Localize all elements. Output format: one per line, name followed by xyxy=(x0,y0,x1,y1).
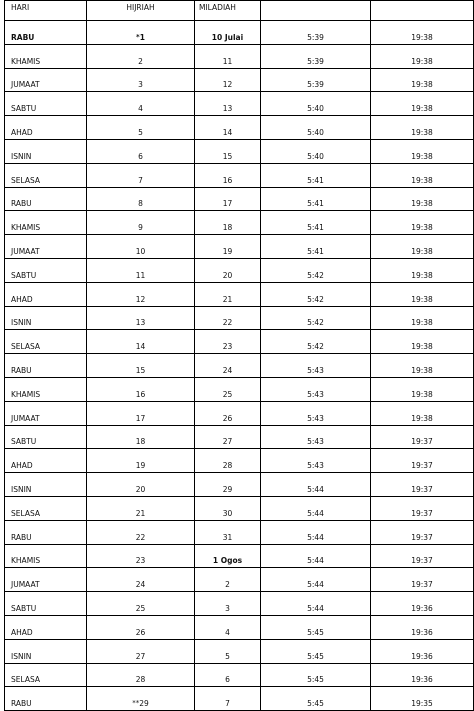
table-row xyxy=(5,139,474,163)
table-row xyxy=(5,354,474,378)
cell-miladiah: 13 xyxy=(195,92,261,116)
cell-imsak-time: 5:45 xyxy=(261,687,371,711)
cell-miladiah: 2 xyxy=(195,568,261,592)
table-row xyxy=(5,377,474,401)
cell-imsak-time: 5:45 xyxy=(261,663,371,687)
table-row xyxy=(5,235,474,259)
cell-hijriah xyxy=(87,163,195,187)
cell-imsak-time: 5:44 xyxy=(261,592,371,616)
cell-hijriah xyxy=(87,496,195,520)
cell-miladiah: 31 xyxy=(195,520,261,544)
header-miladiah: MILADIAH xyxy=(195,1,261,21)
cell-maghrib-time: 19:38 xyxy=(371,187,474,211)
cell-miladiah: 23 xyxy=(195,330,261,354)
cell-imsak-time: 5:39 xyxy=(261,21,371,45)
cell-maghrib-time: 19:37 xyxy=(371,568,474,592)
table-row xyxy=(5,211,474,235)
cell-hijriah xyxy=(87,282,195,306)
cell-hari: ISNIN xyxy=(5,306,87,330)
schedule-body xyxy=(5,21,474,711)
hijriah-value: 28 xyxy=(135,675,146,685)
cell-hijriah xyxy=(87,663,195,687)
cell-maghrib-time: 19:38 xyxy=(371,401,474,425)
cell-hijriah xyxy=(87,449,195,473)
cell-hari: AHAD xyxy=(5,615,87,639)
header-row xyxy=(5,1,474,21)
cell-imsak-time: 5:44 xyxy=(261,496,371,520)
cell-imsak-time: 5:41 xyxy=(261,187,371,211)
cell-maghrib-time: 19:38 xyxy=(371,139,474,163)
cell-hijriah xyxy=(87,544,195,568)
cell-maghrib-time: 19:36 xyxy=(371,592,474,616)
cell-miladiah: 1 Ogos xyxy=(195,544,261,568)
cell-hijriah xyxy=(87,187,195,211)
cell-miladiah: 22 xyxy=(195,306,261,330)
cell-maghrib-time: 19:36 xyxy=(371,639,474,663)
cell-imsak-time: 5:43 xyxy=(261,401,371,425)
footnote-mark: * xyxy=(136,32,140,41)
table-row xyxy=(5,425,474,449)
cell-hijriah xyxy=(87,139,195,163)
cell-hari: RABU xyxy=(5,354,87,378)
hijriah-value: 8 xyxy=(138,199,143,209)
hijriah-value: 18 xyxy=(135,437,146,447)
hijriah-value: 2 xyxy=(138,56,143,66)
cell-maghrib-time: 19:38 xyxy=(371,282,474,306)
table-row xyxy=(5,520,474,544)
schedule-table xyxy=(4,0,474,711)
hijriah-value: 19 xyxy=(135,461,146,471)
cell-hijriah xyxy=(87,44,195,68)
cell-miladiah: 5 xyxy=(195,639,261,663)
cell-hijriah xyxy=(87,401,195,425)
cell-hari: ISNIN xyxy=(5,473,87,497)
cell-hari: JUMAAT xyxy=(5,568,87,592)
hijriah-value: 5 xyxy=(138,127,143,137)
table-row xyxy=(5,330,474,354)
cell-maghrib-time: 19:38 xyxy=(371,92,474,116)
cell-maghrib-time: 19:36 xyxy=(371,663,474,687)
cell-hari: RABU xyxy=(5,520,87,544)
cell-imsak-time: 5:43 xyxy=(261,377,371,401)
header-hijriah: HIJRIAH xyxy=(87,1,195,21)
cell-imsak-time: 5:42 xyxy=(261,258,371,282)
cell-imsak-time: 5:42 xyxy=(261,282,371,306)
cell-hijriah xyxy=(87,592,195,616)
cell-hari: KHAMIS xyxy=(5,211,87,235)
cell-imsak-time: 5:41 xyxy=(261,235,371,259)
cell-hari: JUMAAT xyxy=(5,235,87,259)
cell-imsak-time: 5:44 xyxy=(261,568,371,592)
hijriah-value: 12 xyxy=(135,294,146,304)
cell-maghrib-time: 19:38 xyxy=(371,354,474,378)
table-row xyxy=(5,663,474,687)
hijriah-value: 10 xyxy=(135,246,146,256)
cell-hari: SABTU xyxy=(5,258,87,282)
hijriah-value: 26 xyxy=(135,627,146,637)
cell-maghrib-time: 19:36 xyxy=(371,615,474,639)
cell-maghrib-time: 19:38 xyxy=(371,21,474,45)
table-row xyxy=(5,615,474,639)
cell-maghrib-time: 19:38 xyxy=(371,163,474,187)
cell-hari: SABTU xyxy=(5,92,87,116)
cell-hijriah xyxy=(87,425,195,449)
cell-maghrib-time: 19:35 xyxy=(371,687,474,711)
cell-imsak-time: 5:41 xyxy=(261,211,371,235)
cell-hijriah xyxy=(87,615,195,639)
cell-miladiah: 14 xyxy=(195,116,261,140)
cell-maghrib-time: 19:38 xyxy=(371,44,474,68)
hijriah-value: 11 xyxy=(135,270,146,280)
header-imsak xyxy=(261,1,371,21)
cell-hari: SABTU xyxy=(5,425,87,449)
cell-hari: RABU xyxy=(5,21,87,45)
table-row xyxy=(5,306,474,330)
hijriah-value: 23 xyxy=(135,556,146,566)
cell-maghrib-time: 19:38 xyxy=(371,68,474,92)
cell-maghrib-time: 19:37 xyxy=(371,496,474,520)
cell-maghrib-time: 19:38 xyxy=(371,306,474,330)
cell-hari: ISNIN xyxy=(5,139,87,163)
cell-hijriah xyxy=(87,68,195,92)
table-row xyxy=(5,187,474,211)
cell-hijriah xyxy=(87,687,195,711)
cell-maghrib-time: 19:37 xyxy=(371,473,474,497)
cell-hari: RABU xyxy=(5,187,87,211)
cell-miladiah: 21 xyxy=(195,282,261,306)
table-row xyxy=(5,44,474,68)
cell-hari: JUMAAT xyxy=(5,68,87,92)
table-row xyxy=(5,116,474,140)
cell-miladiah: 11 xyxy=(195,44,261,68)
cell-miladiah: 24 xyxy=(195,354,261,378)
cell-hijriah xyxy=(87,211,195,235)
cell-miladiah: 15 xyxy=(195,139,261,163)
hijriah-value: 13 xyxy=(135,318,146,328)
cell-imsak-time: 5:41 xyxy=(261,163,371,187)
cell-hijriah xyxy=(87,116,195,140)
hijriah-value: 20 xyxy=(135,484,146,494)
cell-hijriah xyxy=(87,520,195,544)
cell-hari: ISNIN xyxy=(5,639,87,663)
cell-miladiah: 19 xyxy=(195,235,261,259)
cell-imsak-time: 5:43 xyxy=(261,425,371,449)
cell-imsak-time: 5:44 xyxy=(261,473,371,497)
cell-imsak-time: 5:43 xyxy=(261,354,371,378)
cell-hari: SELASA xyxy=(5,496,87,520)
cell-imsak-time: 5:44 xyxy=(261,544,371,568)
cell-miladiah: 26 xyxy=(195,401,261,425)
cell-hijriah xyxy=(87,235,195,259)
cell-hijriah xyxy=(87,258,195,282)
header-hari: HARI xyxy=(5,1,87,21)
cell-hijriah xyxy=(87,330,195,354)
cell-hijriah xyxy=(87,639,195,663)
cell-miladiah: 16 xyxy=(195,163,261,187)
cell-imsak-time: 5:45 xyxy=(261,639,371,663)
cell-miladiah: 12 xyxy=(195,68,261,92)
hijriah-value: 25 xyxy=(135,603,146,613)
cell-hari: AHAD xyxy=(5,116,87,140)
cell-miladiah: 30 xyxy=(195,496,261,520)
cell-maghrib-time: 19:37 xyxy=(371,449,474,473)
cell-maghrib-time: 19:38 xyxy=(371,377,474,401)
cell-imsak-time: 5:44 xyxy=(261,520,371,544)
hijriah-value: 27 xyxy=(135,651,146,661)
cell-hari: KHAMIS xyxy=(5,544,87,568)
table-row xyxy=(5,401,474,425)
cell-imsak-time: 5:45 xyxy=(261,615,371,639)
cell-hari: SELASA xyxy=(5,163,87,187)
cell-miladiah: 6 xyxy=(195,663,261,687)
cell-hari: SABTU xyxy=(5,592,87,616)
cell-maghrib-time: 19:37 xyxy=(371,544,474,568)
table-row xyxy=(5,639,474,663)
cell-hijriah xyxy=(87,568,195,592)
cell-hari: SELASA xyxy=(5,330,87,354)
cell-hijriah xyxy=(87,306,195,330)
cell-miladiah: 28 xyxy=(195,449,261,473)
table-row xyxy=(5,21,474,45)
cell-imsak-time: 5:39 xyxy=(261,68,371,92)
cell-miladiah: 10 Julai xyxy=(195,21,261,45)
table-row xyxy=(5,592,474,616)
table-row xyxy=(5,282,474,306)
table-row xyxy=(5,68,474,92)
hijriah-value: 29 xyxy=(139,699,149,709)
hijriah-value: 1 xyxy=(139,32,145,42)
hijriah-value: 24 xyxy=(135,580,146,590)
cell-hari: AHAD xyxy=(5,449,87,473)
cell-maghrib-time: 19:38 xyxy=(371,211,474,235)
cell-miladiah: 17 xyxy=(195,187,261,211)
table-row xyxy=(5,473,474,497)
table-row xyxy=(5,544,474,568)
cell-maghrib-time: 19:37 xyxy=(371,425,474,449)
cell-hari: JUMAAT xyxy=(5,401,87,425)
cell-miladiah: 29 xyxy=(195,473,261,497)
cell-miladiah: 25 xyxy=(195,377,261,401)
footnote-mark: ** xyxy=(132,699,140,708)
table-row xyxy=(5,568,474,592)
hijriah-value: 6 xyxy=(138,151,143,161)
cell-imsak-time: 5:43 xyxy=(261,449,371,473)
hijriah-value: 7 xyxy=(138,175,143,185)
cell-miladiah: 27 xyxy=(195,425,261,449)
cell-hijriah xyxy=(87,354,195,378)
hijriah-value: 16 xyxy=(135,389,146,399)
cell-maghrib-time: 19:38 xyxy=(371,330,474,354)
cell-hijriah xyxy=(87,473,195,497)
cell-hari: AHAD xyxy=(5,282,87,306)
cell-maghrib-time: 19:37 xyxy=(371,520,474,544)
cell-maghrib-time: 19:38 xyxy=(371,116,474,140)
hijriah-value: 14 xyxy=(135,342,146,352)
cell-hari: KHAMIS xyxy=(5,44,87,68)
cell-miladiah: 20 xyxy=(195,258,261,282)
cell-imsak-time: 5:42 xyxy=(261,330,371,354)
hijriah-value: 3 xyxy=(138,80,143,90)
cell-imsak-time: 5:40 xyxy=(261,116,371,140)
cell-miladiah: 3 xyxy=(195,592,261,616)
hijriah-value: 9 xyxy=(138,223,143,233)
table-row xyxy=(5,258,474,282)
cell-miladiah: 4 xyxy=(195,615,261,639)
cell-hijriah xyxy=(87,21,195,45)
hijriah-value: 22 xyxy=(135,532,146,542)
hijriah-value: 15 xyxy=(135,365,146,375)
hijriah-value: 4 xyxy=(138,104,143,114)
table-row xyxy=(5,92,474,116)
cell-hijriah xyxy=(87,377,195,401)
table-row xyxy=(5,496,474,520)
header-maghrib xyxy=(371,1,474,21)
cell-hari: RABU xyxy=(5,687,87,711)
table-row xyxy=(5,687,474,711)
cell-hari: KHAMIS xyxy=(5,377,87,401)
cell-hijriah xyxy=(87,92,195,116)
table-row xyxy=(5,163,474,187)
cell-maghrib-time: 19:38 xyxy=(371,235,474,259)
cell-imsak-time: 5:40 xyxy=(261,139,371,163)
cell-miladiah: 18 xyxy=(195,211,261,235)
cell-imsak-time: 5:39 xyxy=(261,44,371,68)
cell-maghrib-time: 19:38 xyxy=(371,258,474,282)
hijriah-value: 21 xyxy=(135,508,146,518)
cell-miladiah: 7 xyxy=(195,687,261,711)
cell-imsak-time: 5:40 xyxy=(261,92,371,116)
table-row xyxy=(5,449,474,473)
cell-imsak-time: 5:42 xyxy=(261,306,371,330)
cell-hari: SELASA xyxy=(5,663,87,687)
hijriah-value: 17 xyxy=(135,413,146,423)
